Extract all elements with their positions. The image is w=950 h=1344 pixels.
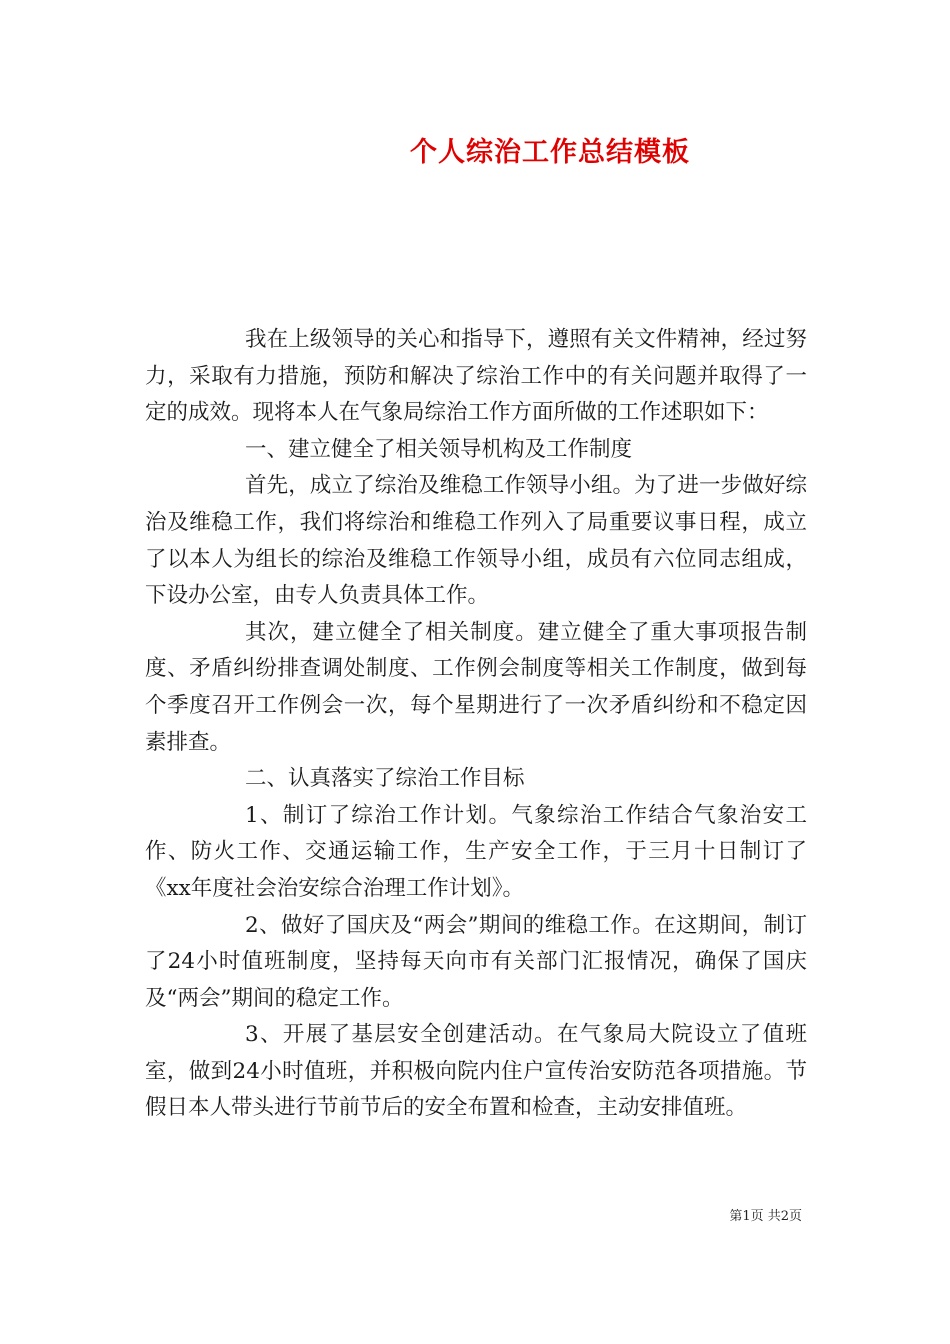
- paragraph-item-1: 1、制订了综治工作计划。气象综治工作结合气象治安工作、防火工作、交通运输工作，生产安全工作，于三月十日制订了《xx年度社会治安综合治理工作计划》。: [145, 802, 807, 901]
- paragraph-item-3: 3、开展了基层安全创建活动。在气象局大院设立了值班室，做到24小时值班，并积极向院内住户宣传治安防范各项措施。节假日本人带头进行节前节后的安全布置和检查，主动安排值班。: [145, 1022, 807, 1121]
- paragraph-item-2: 2、做好了国庆及“两会”期间的维稳工作。在这期间，制订了24小时值班制度，坚持每天向市有关部门汇报情况，确保了国庆及“两会”期间的稳定工作。: [145, 912, 807, 1011]
- document-body: [145, 322, 807, 1127]
- document-title: 个人综治工作总结模板: [410, 137, 690, 168]
- paragraph-intro: 我在上级领导的关心和指导下，遵照有关文件精神，经过努力，采取有力措施，预防和解决了综治工作中的有关问题并取得了一定的成效。现将本人在气象局综治工作方面所做的工作述职如下：: [145, 327, 807, 426]
- section-heading-1: 一、建立健全了相关领导机构及工作制度: [245, 436, 633, 462]
- section-heading-2: 二、认真落实了综治工作目标: [245, 766, 525, 792]
- paragraph-first: 首先，成立了综治及维稳工作领导小组。为了进一步做好综治及维稳工作，我们将综治和维稳工作列入了局重要议事日程，成立了以本人为组长的综治及维稳工作领导小组，成员有六位同志组成，下设办公室，由专人负责具体工作。: [145, 473, 807, 609]
- page-footer: 第1页 共2页: [729, 1209, 802, 1224]
- paragraph-second: 其次，建立健全了相关制度。建立健全了重大事项报告制度、矛盾纠纷排查调处制度、工作例会制度等相关工作制度，做到每个季度召开工作例会一次，每个星期进行了一次矛盾纠纷和不稳定因素排查。: [145, 619, 807, 755]
